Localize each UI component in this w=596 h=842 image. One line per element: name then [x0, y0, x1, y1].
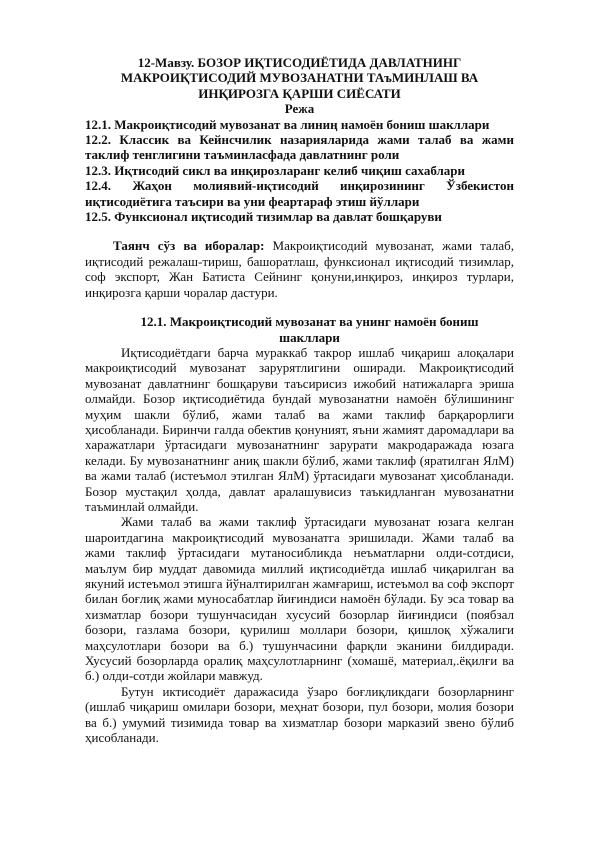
- body-paragraph-3: Бутун иктисодиёт даражасида ўзаро боғлиқликдаги бозорларнинг (ишлаб чиқариш омилари бозори, меҳнат бозори, пул бозори, молия бозори ва б.) умумий тизимида товар ва хизматлар бозори марказий звено бўлиб ҳисобланади.: [85, 683, 514, 746]
- topic-title-line-2: МАКРОИҚТИСОДИЙ МУВОЗАНАТНИ ТАъМИНЛАШ ВА: [120, 70, 479, 86]
- plan-heading: Режа: [284, 101, 315, 117]
- plan-item-4-line-2: иқтисодиётига таъсири ва уни феартараф этиш йўллари: [85, 193, 420, 209]
- section-heading: [85, 314, 514, 345]
- topic-title: [85, 55, 514, 101]
- topic-title-line-1: 12-Мавзу. БОЗОР ИҚТИСОДИЁТИДА ДАВЛАТНИНГ: [137, 55, 462, 70]
- topic-title-line-3: ИНҚИРОЗГА ҚАРШИ СИЁСАТИ: [198, 85, 401, 101]
- plan-item-4-line-1: 12.4. Жаҳон молиявий-иқтисодий инқирозининг Ўзбекистон: [85, 178, 514, 194]
- body-paragraph-2: Жами талаб ва жами таклиф ўртасидаги мувозанат юзага келган шароитдагина макроиқтисодий мувозанатга эришилади. Жами талаб ва жами таклиф ўртасидаги мутаносибликда неъматларни олди-сотдиси, маълум бир муддат давомида миллий иқтисодиётда ишлаб чиқарилган ва якуний истеъмол этишга йўналтирилган жамғариш, истеъмол ва соф экспорт билан боғлиқ жами муносабатлар йиғиндиси намоён бўлади. Бу эса товар ва хизматлар бозори тушунчасидан хусусий бозорлар йиғиндиси (поябзал бозори, газлама бозори, қурилиш моллари бозори, қишлоқ хўжалиги маҳсулотлари бозори ва б.) тушунчасини фарқли эканини билдиради. Хусусий бозорларда оралиқ маҳсулотларнинг (хомашё, материал,.ёқилғи ва б.) олди-сотди жойлари мавжуд.: [85, 514, 514, 684]
- plan-item-5: 12.5. Функсионал иқтисодий тизимлар ва давлат бошқаруви: [85, 209, 442, 225]
- section-heading-line-2: шакллари: [279, 329, 340, 345]
- plan-item-2-line-1: 12.2. Классик ва Кейнсчилик назарияларида жами талаб ва жами: [85, 132, 514, 148]
- section-heading-line-1: 12.1. Макроиқтисодий мувозанат ва унинг намоён бониш: [140, 314, 479, 330]
- plan-list: [85, 117, 514, 225]
- body-paragraph-1: Иқтисодиётдаги барча мураккаб такрор ишлаб чиқариш алоқалари макроиқтисодий мувозанат зарурятлигини оширади. Макроиқтисодий мувозанат давлатнинг бошқаруви таъсирисиз ижобий натижаларга эриша олмайди. Бозор иқтисодиётида бундай мувозанатни намоён бўлишининг муҳим шакли бўлиб, жами талаб ва жами таклиф барқарорлиги ҳисобланади. Биринчи галда обектив қонуният, яъни жамият даромадлари ва харажатлари ўртасидаги мувозанатнинг зарурати макродаражада юзага келади. Бу мувозанатнинг аниқ шакли бўлиб, жами таклиф (яратилган ЯлМ) ва жами талаб (истеъмол этилган ЯлМ) ўртасидаги мувозанат ҳисобланади. Бозор мустақил ҳолда, давлат аралашувисиз таъкидланган мувозанатни таъминлай олмайди.: [85, 344, 514, 514]
- plan-item-2-line-2: таклиф тенглигини таъминласфада давлатнинг роли: [85, 147, 400, 163]
- plan-item-3: 12.3. Иқтисодий сикл ва инқирозларанг келиб чиқиш сахаблари: [85, 162, 466, 178]
- plan-item-1: 12.1. Макроиқтисодий мувозанат ва линиң намоён бониш шакллари: [85, 116, 490, 132]
- keywords-paragraph: [85, 238, 514, 300]
- keywords-text: Макроиқтисодий мувозанат, жами талаб, иқтисодий режалаш-тириш, башоратлаш, функсионал иқтисодий тизимлар, соф экспорт, Жан Батиста Сейнинг қонуни,инқироз, инқироз турлари, инқирозга қарши чоралар дастури.: [85, 238, 514, 300]
- keywords-label: Таянч сўз ва иборалар:: [113, 238, 265, 254]
